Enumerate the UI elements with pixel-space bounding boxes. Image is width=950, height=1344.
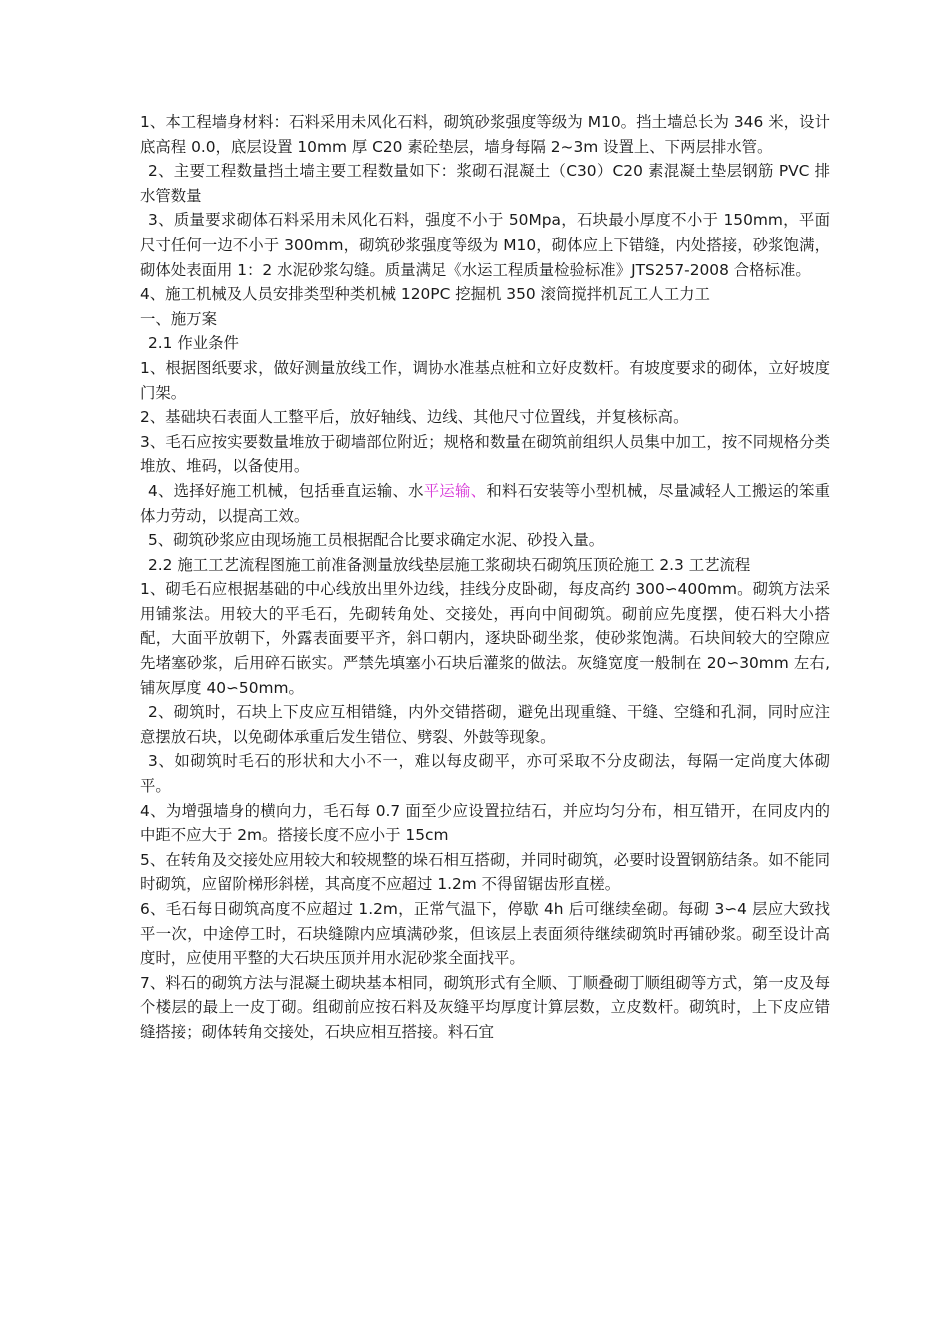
paragraph: 4、施工机械及人员安排类型种类机械 120PC 挖掘机 350 滚筒搅拌机瓦工人工力工 (140, 285, 710, 304)
subsection-heading: 2.1 作业条件 (148, 334, 239, 353)
paragraph: 1、砌毛石应根据基础的中心线放出里外边线，挂线分皮卧砌，每皮高约 300∽400mm。砌筑方法采用铺浆法。用较大的平毛石，先砌转角处、交接处，再向中间砌筑。砌前应先度摆，使石料大小搭配，大面平放朝下，外露表面要平齐，斜口朝内，逐块卧砌坐浆，使砂浆饱满。石块间较大的空隙应先堵塞砂浆，后用碎石嵌实。严禁先填塞小石块后灌浆的做法。灰缝宽度一般制在 20∽30mm 左右,铺灰厚度 40∽50mm。 (140, 580, 830, 697)
paragraph: 5、砌筑砂浆应由现场施工员根据配合比要求确定水泥、砂投入量。 (148, 531, 605, 550)
inline-link[interactable]: 平运输、 (423, 481, 487, 500)
paragraph (140, 479, 830, 528)
paragraph: 3、如砌筑时毛石的形状和大小不一，难以每皮砌平，亦可采取不分皮砌法，每隔一定尚度大体砌平。 (140, 752, 830, 796)
paragraph: 3、毛石应按实要数量堆放于砌墙部位附近；规格和数量在砌筑前组织人员集中加工，按不同规格分类堆放、堆码，以备使用。 (140, 432, 830, 476)
paragraph: 3、质量要求砌体石料采用未风化石料，强度不小于 50Mpa，石块最小厚度不小于 150mm，平面尺寸任何一边不小于 300mm，砌筑砂浆强度等级为 M10，砌体应上下错缝，内处搭接，砂浆饱满，砌体处表面用 1：2 水泥砂浆勾缝。质量满足《水运工程质量检验标准》JTS257-2008 合格标准。 (140, 211, 830, 279)
paragraph: 6、毛石每日砌筑高度不应超过 1.2m，正常气温下，停歇 4h 后可继续垒砌。每砌 3∽4 层应大致找平一次，中途停工时，石块缝隙内应填满砂浆，但该层上表面须待继续砌筑时再铺砂浆。砌至设计高度时，应使用平整的大石块压顶并用水泥砂浆全面找平。 (140, 900, 830, 968)
paragraph: 2、基础块石表面人工整平后，放好轴线、边线、其他尺寸位置线，并复核标高。 (140, 408, 689, 427)
paragraph: 4、为增强墙身的横向力，毛石每 0.7 面至少应设置拉结石，并应均匀分布，相互错开，在同皮内的中距不应大于 2m。搭接长度不应小于 15cm (140, 801, 830, 845)
paragraph: 1、本工程墙身材料：石料采用未风化石料，砌筑砂浆强度等级为 M10。挡土墙总长为 346 米，设计底高程 0.0，底层设置 10mm 厚 C20 素砼垫层，墙身每隔 2~3m 设置上、下两层排水管。 (140, 113, 830, 156)
paragraph: 7、料石的砌筑方法与混凝土砌块基本相同，砌筑形式有全顺、丁顺叠砌丁顺组砌等方式，第一皮及每个楼层的最上一皮丁砌。组砌前应按石料及灰缝平均厚度计算层数，立皮数杆。砌筑时，上下皮应错缝搭接；砌体转角交接处，石块应相互搭接。料石宜 (140, 973, 830, 1041)
paragraph-text: 4、选择好施工机械，包括垂直运输、水 (148, 481, 424, 500)
document-body (140, 110, 830, 1045)
section-heading: 一、施万案 (140, 309, 217, 328)
paragraph: 1、根据图纸要求，做好测量放线工作，调协水准基点桩和立好皮数杆。有坡度要求的砌体，立好坡度门架。 (140, 358, 830, 402)
paragraph: 2、砌筑时，石块上下皮应互相错缝，内外交错搭砌，避免出现重缝、干缝、空缝和孔洞，同时应注意摆放石块，以免砌体承重后发生错位、劈裂、外鼓等现象。 (140, 703, 830, 746)
paragraph: 2、主要工程数量挡土墙主要工程数量如下：浆砌石混凝土（C30）C20 素混凝土垫层钢筋 PVC 排水管数量 (140, 162, 830, 205)
paragraph-text: 和料石安装等小型机械，尽量减轻人工搬运的笨重体力劳动，以提高工效。 (140, 481, 830, 525)
paragraph: 2.2 施工工艺流程图施工前准备测量放线垫层施工浆砌块石砌筑压顶砼施工 2.3 工艺流程 (148, 555, 751, 574)
paragraph: 5、在转角及交接处应用较大和较规整的垛石相互搭砌，并同时砌筑，必要时设置钢筋结条。如不能同时砌筑，应留阶梯形斜槎，其高度不应超过 1.2m 不得留锯齿形直槎。 (140, 850, 830, 894)
